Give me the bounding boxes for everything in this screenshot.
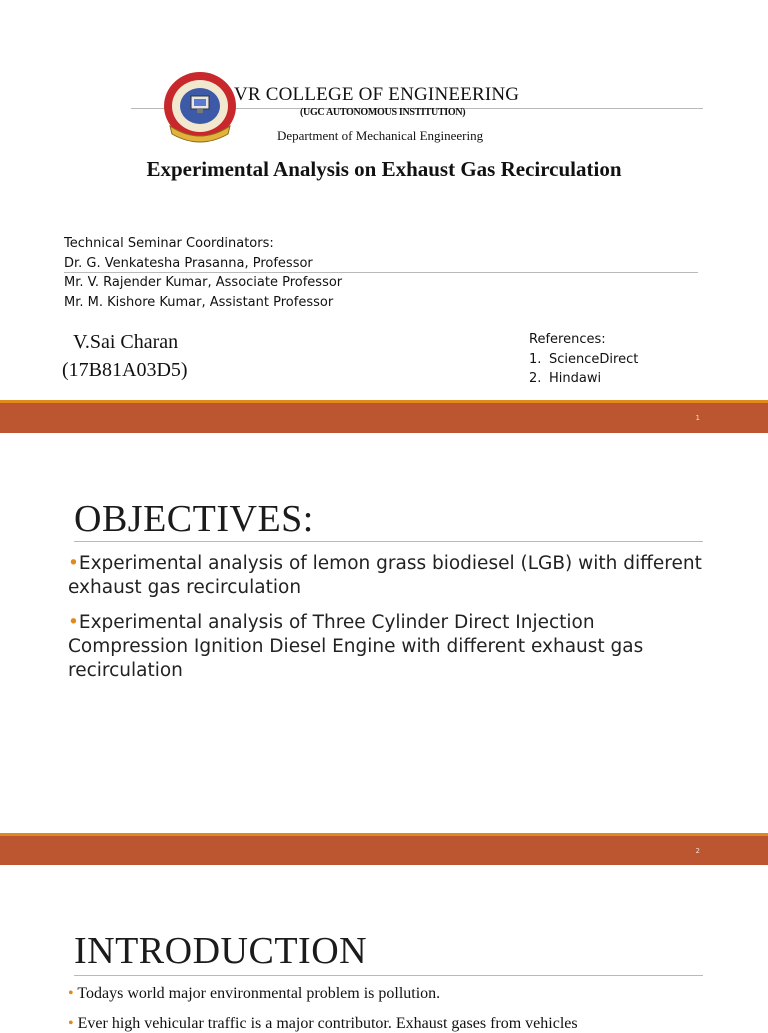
objective-item	[68, 611, 708, 683]
heading-rule	[74, 975, 703, 976]
coordinator-line: Mr. M. Kishore Kumar, Assistant Professor	[64, 294, 334, 310]
presentation-title: Experimental Analysis on Exhaust Gas Recirculation	[146, 157, 622, 181]
reference-number: 1.	[529, 351, 542, 367]
coordinator-line: Dr. G. Venkatesha Prasanna, Professor	[64, 255, 313, 271]
slide-heading: INTRODUCTION	[74, 930, 368, 972]
department-name: Department of Mechanical Engineering	[277, 128, 484, 143]
bullet-dot-icon: •	[68, 553, 79, 574]
slide-1	[0, 0, 768, 400]
slide-footer-bar	[0, 400, 768, 433]
reference-label: Hindawi	[549, 371, 602, 386]
intro-item	[68, 985, 440, 1003]
reference-item	[529, 369, 638, 389]
objective-text: Experimental analysis of lemon grass biodiesel (LGB) with different exhaust gas recirculation	[68, 553, 702, 598]
student-roll: (17B81A03D5)	[62, 359, 188, 381]
references-heading: References:	[529, 332, 606, 347]
heading-rule	[74, 541, 703, 542]
page-number: 2	[695, 847, 700, 855]
slide-footer-bar	[0, 833, 768, 866]
reference-number: 2.	[529, 371, 542, 386]
reference-label: ScienceDirect	[549, 351, 639, 367]
slide-2	[0, 433, 768, 833]
intro-item	[68, 1015, 578, 1033]
objective-item	[68, 552, 708, 600]
objective-text: Experimental analysis of Three Cylinder Direct Injection Compression Ignition Diesel Engine with different exhaust gas recirculation	[68, 612, 644, 681]
slide-3	[0, 865, 768, 1032]
bullet-dot-icon: •	[68, 1015, 74, 1032]
intro-text: Todays world major environmental problem is pollution.	[77, 985, 441, 1002]
coordinators-heading: Technical Seminar Coordinators:	[64, 236, 274, 251]
slide-heading: OBJECTIVES:	[74, 498, 314, 540]
reference-item	[529, 350, 638, 370]
coordinator-line: Mr. V. Rajender Kumar, Associate Professor	[64, 275, 343, 290]
bullet-dot-icon: •	[68, 612, 79, 633]
intro-text: Ever high vehicular traffic is a major contributor. Exhaust gases from vehicles	[77, 1015, 578, 1032]
bullet-dot-icon: •	[68, 985, 74, 1002]
references-block	[529, 330, 638, 389]
college-name: VR COLLEGE OF ENGINEERING	[234, 84, 520, 105]
page-number: 1	[695, 414, 700, 422]
institution-note: (UGC AUTONOMOUS INSTITUTION)	[300, 107, 466, 118]
coordinators-block	[64, 234, 342, 312]
student-block	[62, 328, 188, 384]
student-name: V.Sai Charan	[73, 331, 179, 353]
college-logo-icon	[158, 68, 242, 144]
